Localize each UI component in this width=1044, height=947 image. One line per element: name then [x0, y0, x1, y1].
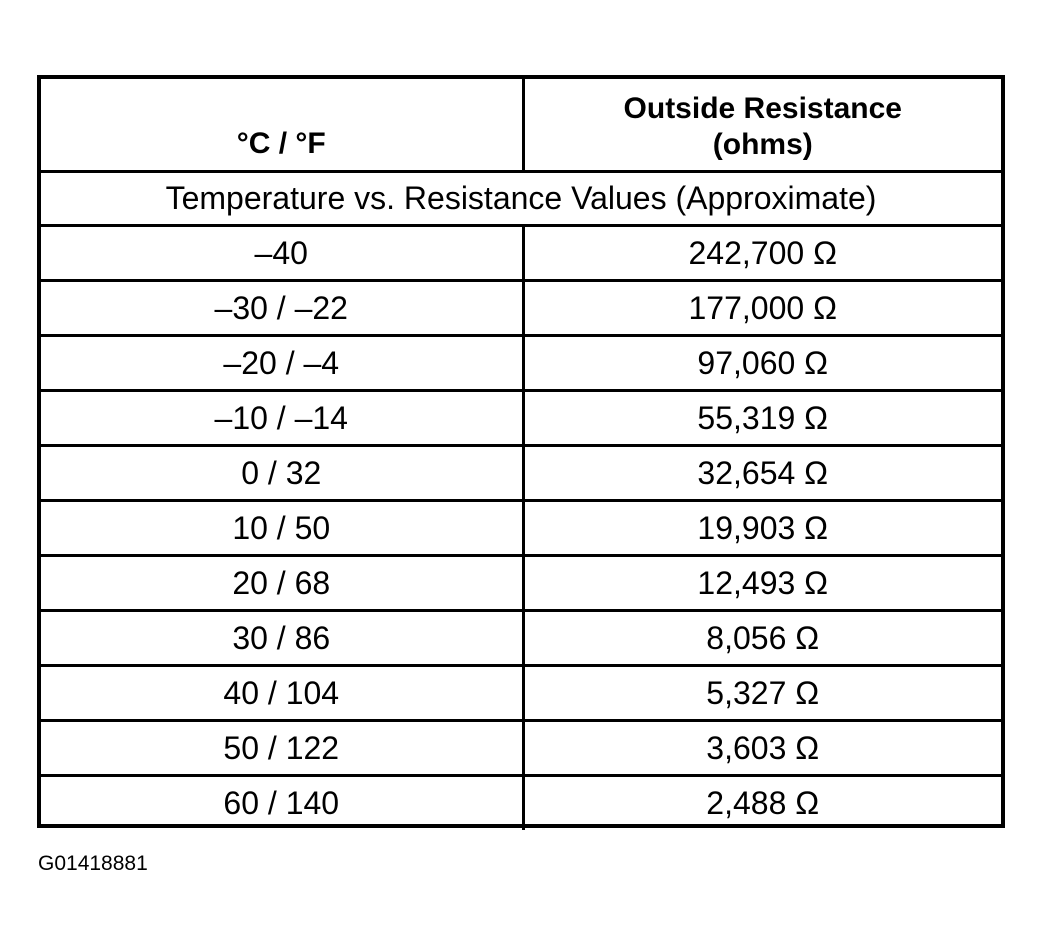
resistance-cell: 19,903 Ω [523, 500, 1001, 555]
resistance-cell: 5,327 Ω [523, 665, 1001, 720]
table-row [41, 665, 1001, 720]
table-row [41, 720, 1001, 775]
resistance-cell: 97,060 Ω [523, 335, 1001, 390]
resistance-cell: 12,493 Ω [523, 555, 1001, 610]
temperature-cell: 30 / 86 [41, 610, 523, 665]
resistance-cell: 8,056 Ω [523, 610, 1001, 665]
header-temperature: °C / °F [41, 79, 523, 171]
temperature-cell: 40 / 104 [41, 665, 523, 720]
temperature-resistance-table [41, 79, 1001, 830]
table-caption-row [41, 171, 1001, 225]
resistance-cell: 177,000 Ω [523, 280, 1001, 335]
resistance-cell: 2,488 Ω [523, 775, 1001, 830]
temperature-cell: –30 / –22 [41, 280, 523, 335]
temperature-cell: –20 / –4 [41, 335, 523, 390]
resistance-cell: 242,700 Ω [523, 225, 1001, 280]
figure-id: G01418881 [38, 852, 148, 875]
resistance-cell: 55,319 Ω [523, 390, 1001, 445]
table-row [41, 335, 1001, 390]
temperature-cell: 60 / 140 [41, 775, 523, 830]
temperature-cell: –10 / –14 [41, 390, 523, 445]
temperature-cell: 0 / 32 [41, 445, 523, 500]
table-row [41, 775, 1001, 830]
temperature-cell: –40 [41, 225, 523, 280]
resistance-cell: 32,654 Ω [523, 445, 1001, 500]
table-row [41, 555, 1001, 610]
table-row [41, 500, 1001, 555]
resistance-table-frame [37, 75, 1005, 828]
header-resistance [523, 79, 1001, 171]
resistance-cell: 3,603 Ω [523, 720, 1001, 775]
table-row [41, 225, 1001, 280]
temperature-cell: 50 / 122 [41, 720, 523, 775]
table-caption: Temperature vs. Resistance Values (Approximate) [41, 171, 1001, 225]
table-row [41, 280, 1001, 335]
table-row [41, 390, 1001, 445]
table-header-row [41, 79, 1001, 171]
header-resistance-line1: Outside Resistance [623, 92, 902, 126]
temperature-cell: 20 / 68 [41, 555, 523, 610]
table-row [41, 445, 1001, 500]
header-resistance-line2: (ohms) [712, 128, 813, 162]
table-row [41, 610, 1001, 665]
temperature-cell: 10 / 50 [41, 500, 523, 555]
